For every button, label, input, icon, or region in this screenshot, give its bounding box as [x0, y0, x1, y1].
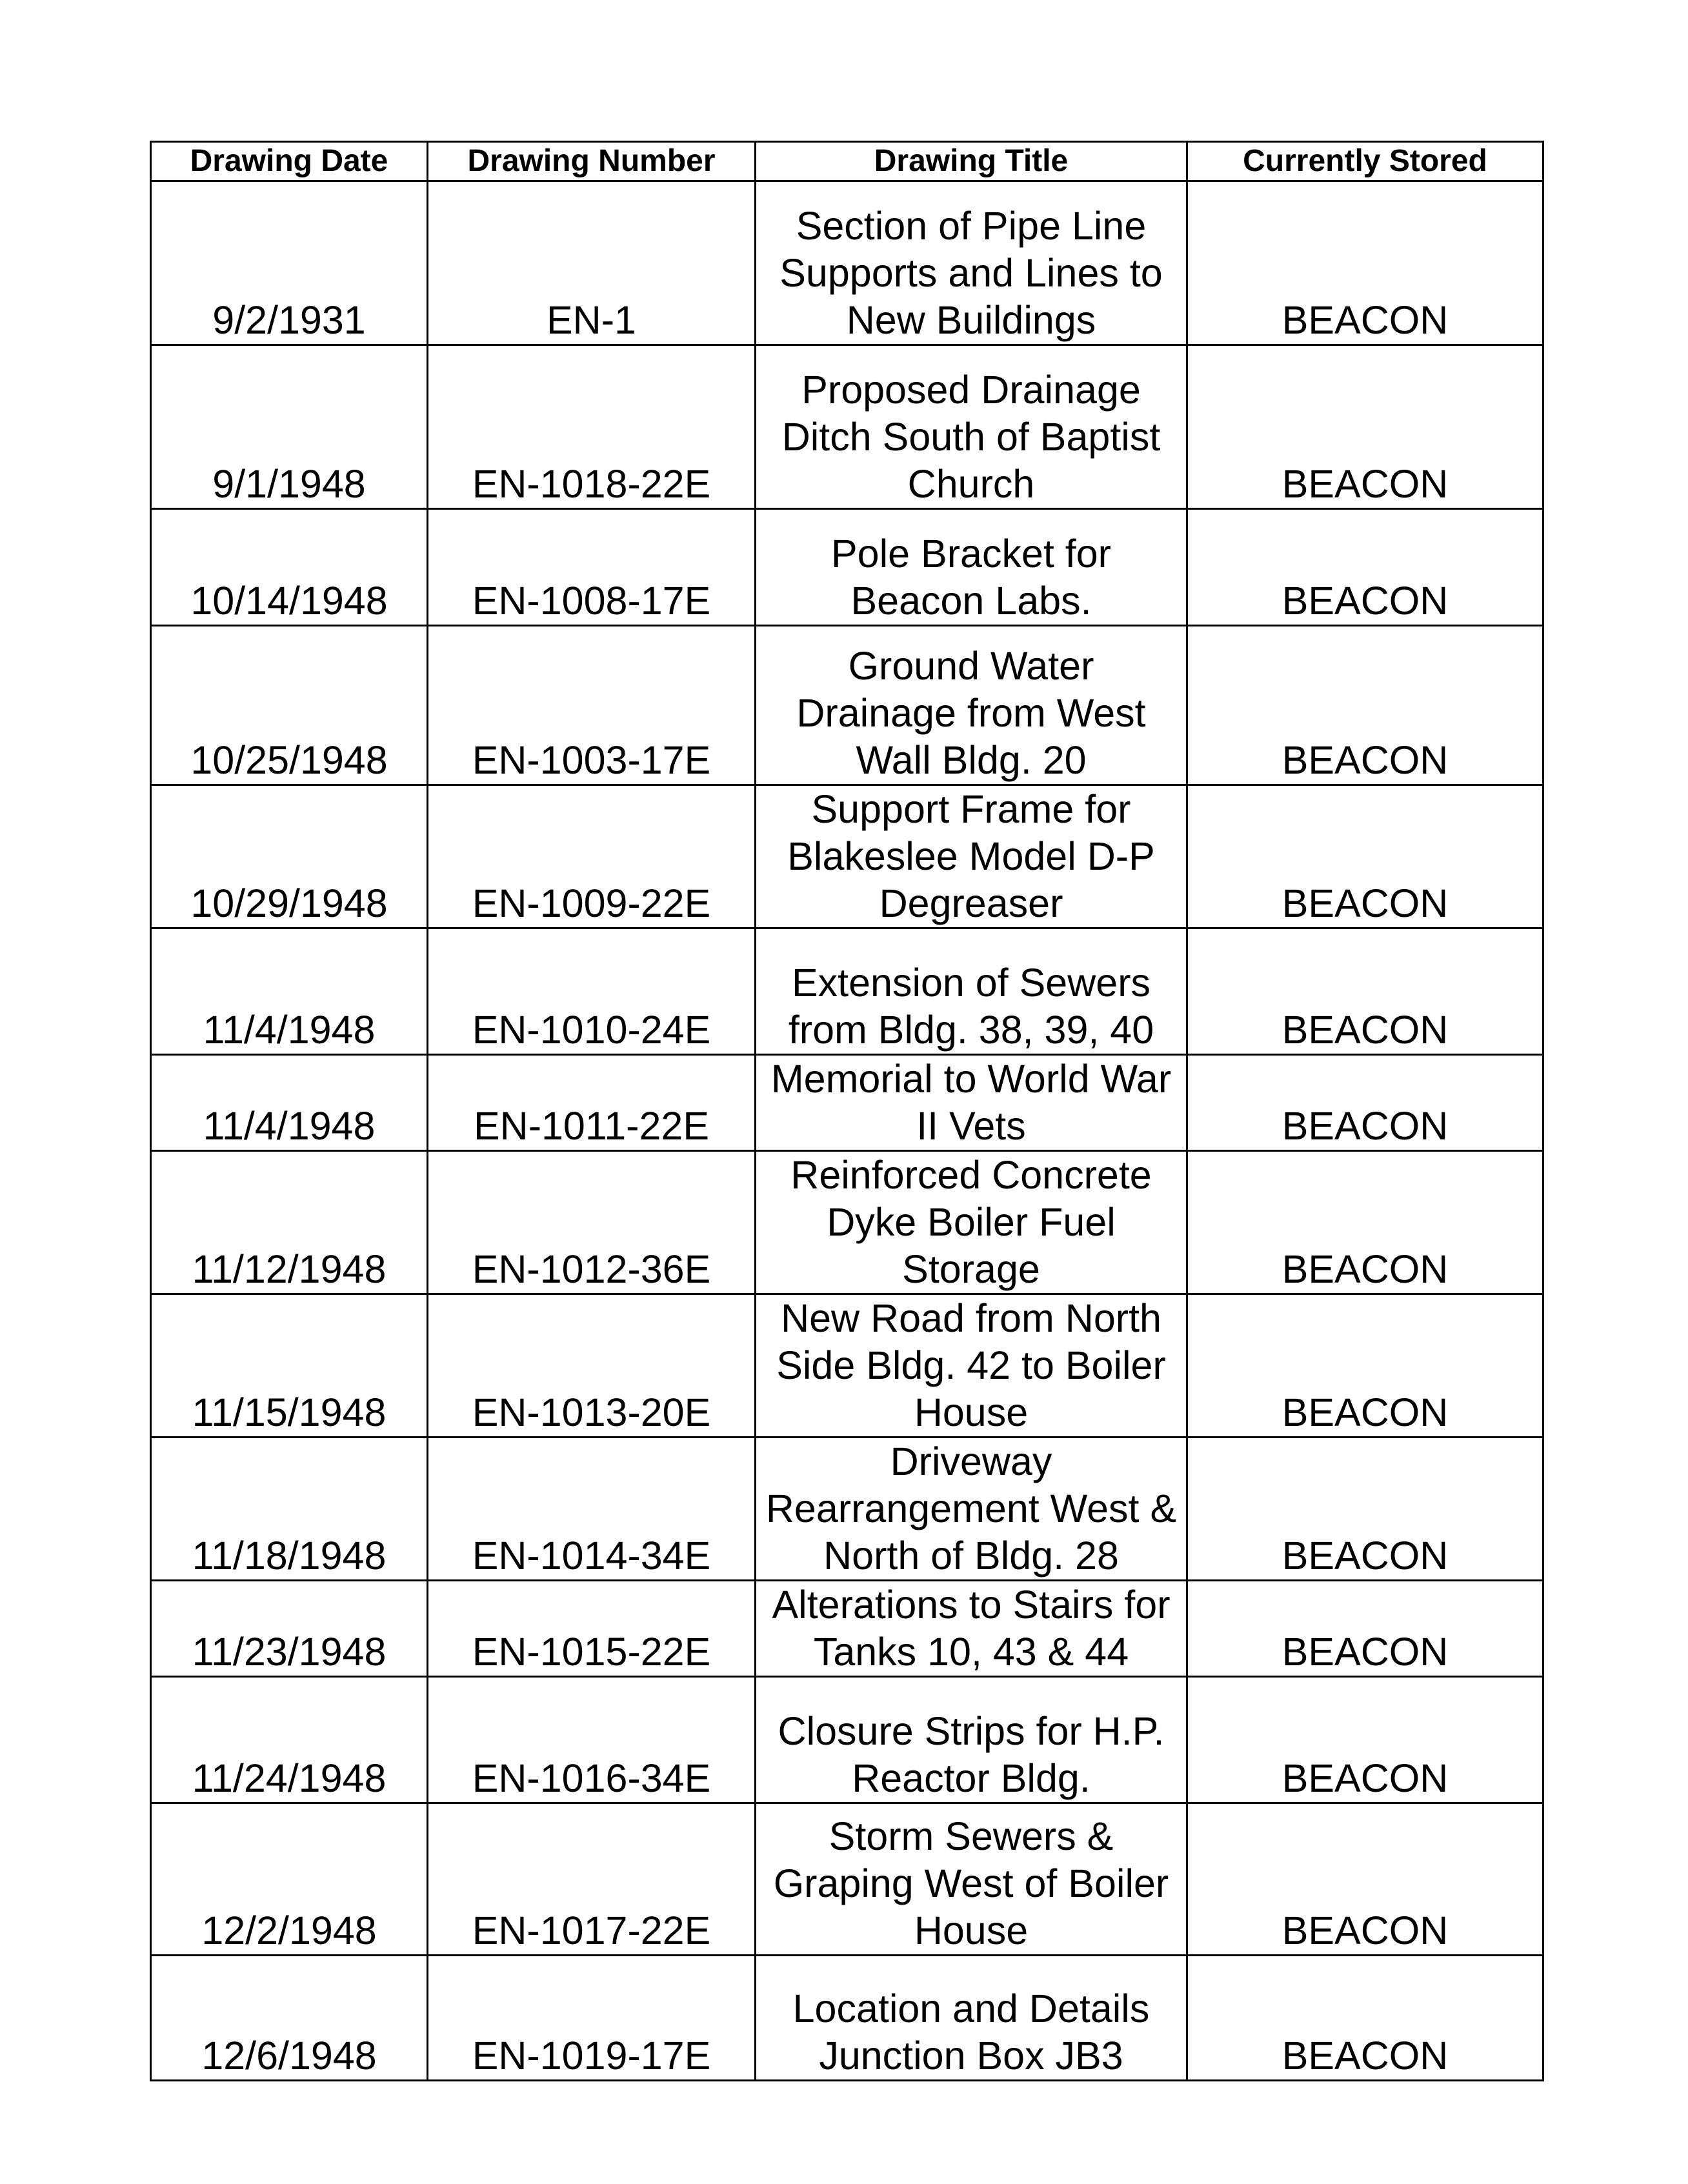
drawing-title-text: Section of Pipe Line Supports and Lines to New Buildings [779, 204, 1163, 342]
drawing-number-cell: EN-1013-20E [428, 1294, 756, 1438]
table-row [151, 1294, 1543, 1438]
drawing-date-cell: 9/2/1931 [151, 181, 428, 345]
table-row [151, 1438, 1543, 1581]
drawing-number-cell: EN-1008-17E [428, 509, 756, 626]
currently-stored-cell: BEACON [1187, 1055, 1543, 1151]
drawing-title-cell [756, 345, 1187, 509]
table-row [151, 1803, 1543, 1956]
drawing-date-cell: 11/24/1948 [151, 1677, 428, 1803]
table-row [151, 1151, 1543, 1294]
drawing-date-cell: 11/4/1948 [151, 1055, 428, 1151]
drawing-date-cell: 11/15/1948 [151, 1294, 428, 1438]
table-row [151, 1677, 1543, 1803]
drawing-title-text: Closure Strips for H.P. Reactor Bldg. [778, 1709, 1165, 1800]
drawing-number-cell: EN-1017-22E [428, 1803, 756, 1956]
header-drawing-title: Drawing Title [756, 142, 1187, 181]
drawing-title-text: Driveway Rearrangement West & North of Bldg. 28 [765, 1439, 1177, 1578]
drawing-title-text: Memorial to World War II Vets [770, 1057, 1172, 1148]
currently-stored-cell: BEACON [1187, 181, 1543, 345]
currently-stored-cell: BEACON [1187, 1438, 1543, 1581]
table-row [151, 1055, 1543, 1151]
drawing-title-cell [756, 181, 1187, 345]
drawing-title-text: Support Frame for Blakeslee Model D-P Degreaser [787, 787, 1155, 925]
drawing-title-cell [756, 785, 1187, 928]
drawing-title-text: Extension of Sewers from Bldg. 38, 39, 40 [788, 961, 1154, 1052]
currently-stored-cell: BEACON [1187, 1956, 1543, 2081]
table-row [151, 928, 1543, 1055]
currently-stored-cell: BEACON [1187, 1294, 1543, 1438]
table-row [151, 509, 1543, 626]
drawing-title-cell [756, 1055, 1187, 1151]
drawing-date-cell: 11/12/1948 [151, 1151, 428, 1294]
drawing-title-cell [756, 928, 1187, 1055]
drawing-title-cell [756, 509, 1187, 626]
drawing-title-cell [756, 1803, 1187, 1956]
table-row [151, 626, 1543, 785]
drawing-number-cell: EN-1009-22E [428, 785, 756, 928]
currently-stored-cell: BEACON [1187, 785, 1543, 928]
drawing-title-text: Proposed Drainage Ditch South of Baptist Church [781, 368, 1161, 506]
table-row [151, 181, 1543, 345]
drawing-title-cell [756, 1438, 1187, 1581]
currently-stored-cell: BEACON [1187, 1151, 1543, 1294]
drawing-date-cell: 9/1/1948 [151, 345, 428, 509]
drawing-number-cell: EN-1019-17E [428, 1956, 756, 2081]
drawing-title-text: Ground Water Drainage from West Wall Bldg. 20 [796, 644, 1146, 782]
currently-stored-cell: BEACON [1187, 626, 1543, 785]
header-drawing-number: Drawing Number [428, 142, 756, 181]
currently-stored-cell: BEACON [1187, 509, 1543, 626]
drawing-date-cell: 10/29/1948 [151, 785, 428, 928]
drawing-number-cell: EN-1015-22E [428, 1581, 756, 1677]
header-currently-stored: Currently Stored [1187, 142, 1543, 181]
drawing-title-cell [756, 626, 1187, 785]
table-row [151, 785, 1543, 928]
drawing-title-text: Alterations to Stairs for Tanks 10, 43 & 44 [772, 1583, 1171, 1674]
currently-stored-cell: BEACON [1187, 345, 1543, 509]
currently-stored-cell: BEACON [1187, 1581, 1543, 1677]
drawing-date-cell: 12/2/1948 [151, 1803, 428, 1956]
currently-stored-cell: BEACON [1187, 1803, 1543, 1956]
drawing-title-text: Reinforced Concrete Dyke Boiler Fuel Storage [790, 1153, 1152, 1291]
table-row [151, 1956, 1543, 2081]
drawing-date-cell: 11/23/1948 [151, 1581, 428, 1677]
drawing-title-cell [756, 1294, 1187, 1438]
currently-stored-cell: BEACON [1187, 928, 1543, 1055]
header-drawing-date: Drawing Date [151, 142, 428, 181]
drawing-title-cell [756, 1677, 1187, 1803]
drawing-title-text: Location and Details Junction Box JB3 [792, 1987, 1150, 2078]
drawing-number-cell: EN-1016-34E [428, 1677, 756, 1803]
header-row [151, 142, 1543, 181]
drawing-number-cell: EN-1014-34E [428, 1438, 756, 1581]
drawing-title-cell [756, 1581, 1187, 1677]
drawing-number-cell: EN-1003-17E [428, 626, 756, 785]
drawing-number-cell: EN-1 [428, 181, 756, 345]
currently-stored-cell: BEACON [1187, 1677, 1543, 1803]
drawing-title-text: New Road from North Side Bldg. 42 to Boiler House [776, 1296, 1166, 1434]
drawing-number-cell: EN-1010-24E [428, 928, 756, 1055]
drawing-date-cell: 10/25/1948 [151, 626, 428, 785]
drawing-title-text: Pole Bracket for Beacon Labs. [831, 532, 1111, 623]
drawing-number-cell: EN-1012-36E [428, 1151, 756, 1294]
drawings-table [150, 141, 1544, 2081]
table-row [151, 1581, 1543, 1677]
drawing-date-cell: 11/18/1948 [151, 1438, 428, 1581]
drawing-number-cell: EN-1011-22E [428, 1055, 756, 1151]
drawing-title-text: Storm Sewers & Graping West of Boiler House [773, 1814, 1169, 1952]
drawing-date-cell: 11/4/1948 [151, 928, 428, 1055]
drawing-title-cell [756, 1151, 1187, 1294]
table-row [151, 345, 1543, 509]
drawing-date-cell: 12/6/1948 [151, 1956, 428, 2081]
drawing-date-cell: 10/14/1948 [151, 509, 428, 626]
drawing-number-cell: EN-1018-22E [428, 345, 756, 509]
drawing-title-cell [756, 1956, 1187, 2081]
